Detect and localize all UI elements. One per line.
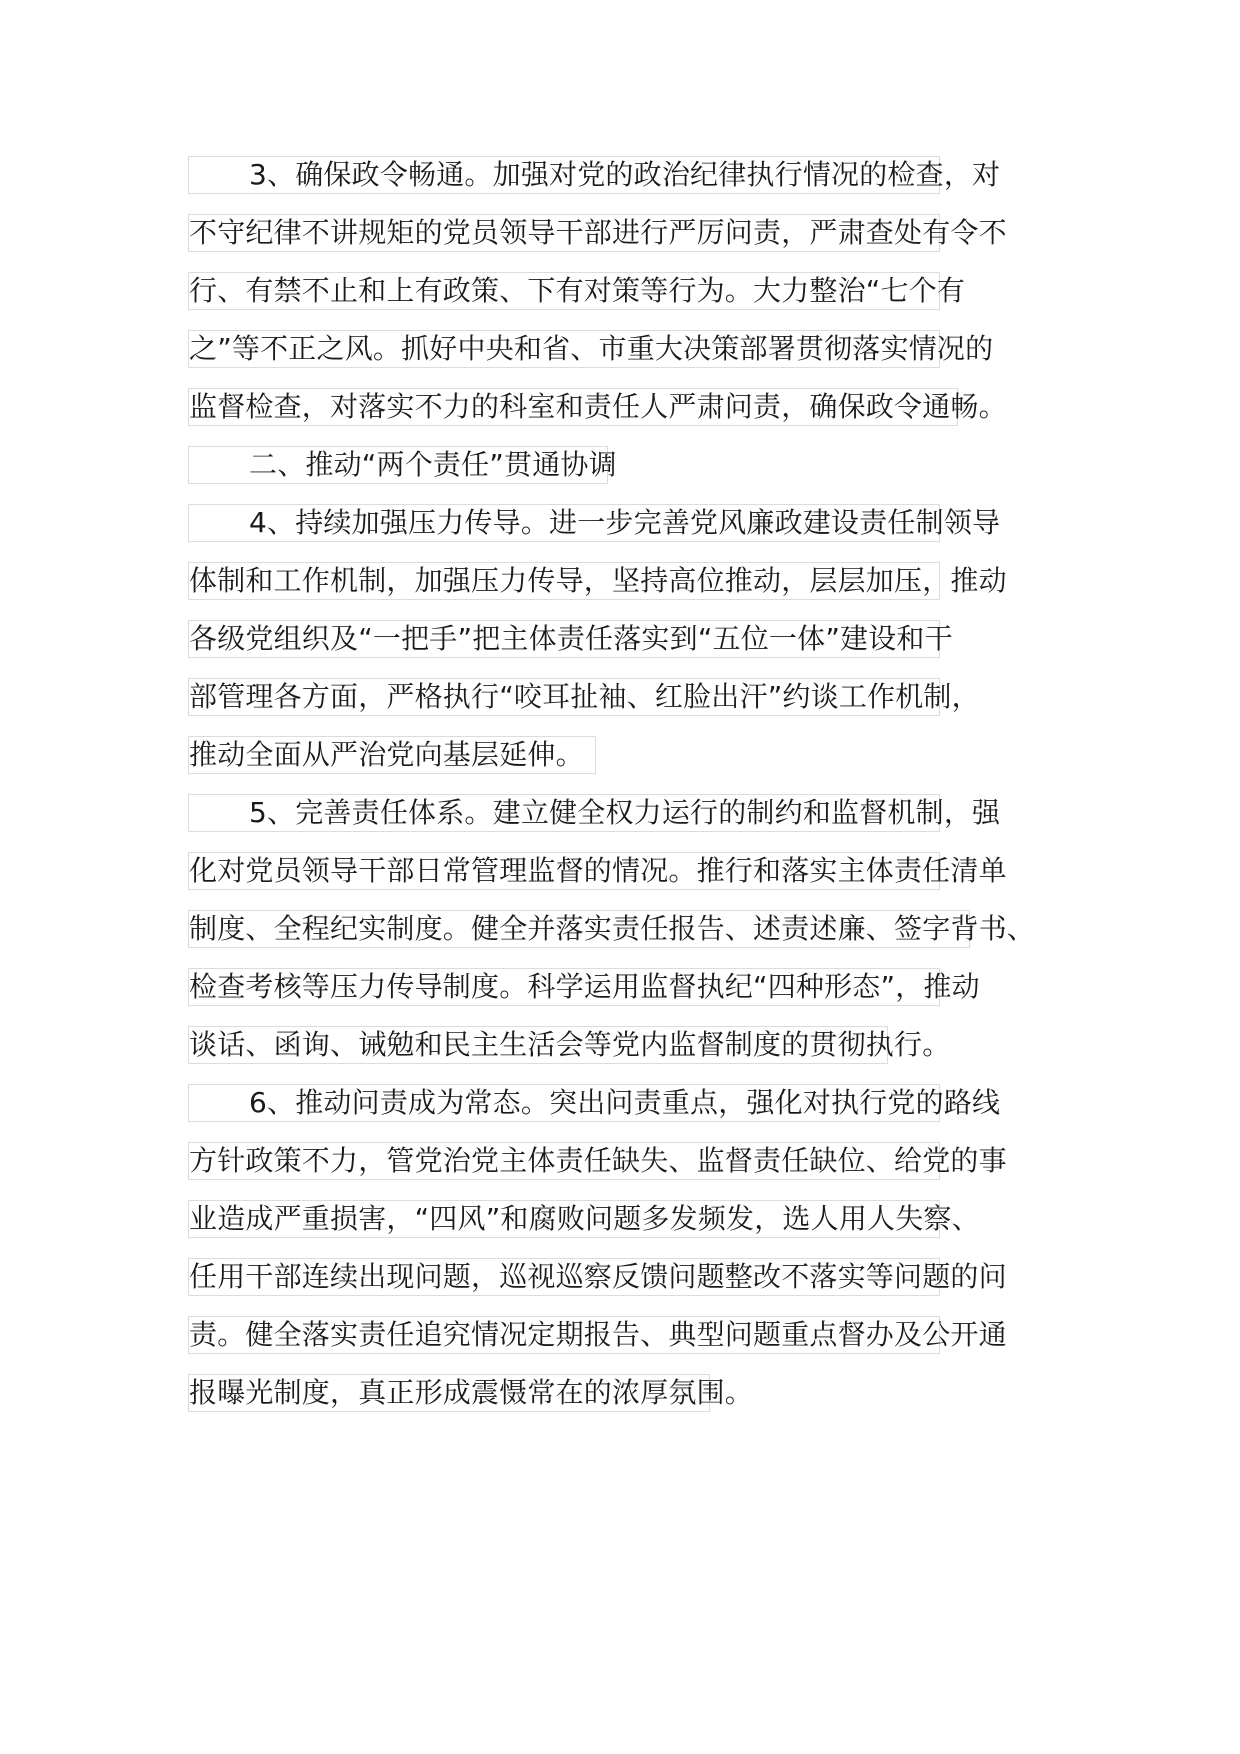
paragraph-4-line-2: 体制和工作机制，加强压力传导，坚持高位推动，层层加压，推动: [188, 562, 940, 600]
paragraph-4-line-3: 各级党组织及“一把手”把主体责任落实到“五位一体”建设和干: [188, 620, 940, 658]
paragraph-3-line-1: 3、确保政令畅通。加强对党的政治纪律执行情况的检查，对: [188, 156, 940, 194]
paragraph-5-line-5: 谈话、函询、诫勉和民主生活会等党内监督制度的贯彻执行。: [188, 1026, 888, 1064]
section-heading-2: 二、推动“两个责任”贯通协调: [188, 446, 608, 484]
paragraph-4-line-1: 4、持续加强压力传导。进一步完善党风廉政建设责任制领导: [188, 504, 940, 542]
paragraph-6-line-6: 报曝光制度，真正形成震慑常在的浓厚氛围。: [188, 1374, 710, 1412]
paragraph-5-line-2: 化对党员领导干部日常管理监督的情况。推行和落实主体责任清单: [188, 852, 940, 890]
paragraph-4-line-5: 推动全面从严治党向基层延伸。: [188, 736, 596, 774]
paragraph-6-line-3: 业造成严重损害，“四风”和腐败问题多发频发，选人用人失察、: [188, 1200, 940, 1238]
paragraph-3-line-3: 行、有禁不止和上有政策、下有对策等行为。大力整治“七个有: [188, 272, 940, 310]
paragraph-6-line-2: 方针政策不力，管党治党主体责任缺失、监督责任缺位、给党的事: [188, 1142, 940, 1180]
paragraph-3-line-4: 之”等不正之风。抓好中央和省、市重大决策部署贯彻落实情况的: [188, 330, 940, 368]
paragraph-6-line-5: 责。健全落实责任追究情况定期报告、典型问题重点督办及公开通: [188, 1316, 940, 1354]
paragraph-6-line-1: 6、推动问责成为常态。突出问责重点，强化对执行党的路线: [188, 1084, 940, 1122]
paragraph-6-line-4: 任用干部连续出现问题，巡视巡察反馈问题整改不落实等问题的问: [188, 1258, 940, 1296]
paragraph-5-line-4: 检查考核等压力传导制度。科学运用监督执纪“四种形态”，推动: [188, 968, 940, 1006]
paragraph-3-line-2: 不守纪律不讲规矩的党员领导干部进行严厉问责，严肃查处有令不: [188, 214, 940, 252]
paragraph-4-line-4: 部管理各方面，严格执行“咬耳扯袖、红脸出汗”约谈工作机制，: [188, 678, 940, 716]
paragraph-3-line-5: 监督检查，对落实不力的科室和责任人严肃问责，确保政令通畅。: [188, 388, 958, 426]
paragraph-5-line-1: 5、完善责任体系。建立健全权力运行的制约和监督机制，强: [188, 794, 940, 832]
paragraph-5-line-3: 制度、全程纪实制度。健全并落实责任报告、述责述廉、签字背书、: [188, 910, 970, 948]
